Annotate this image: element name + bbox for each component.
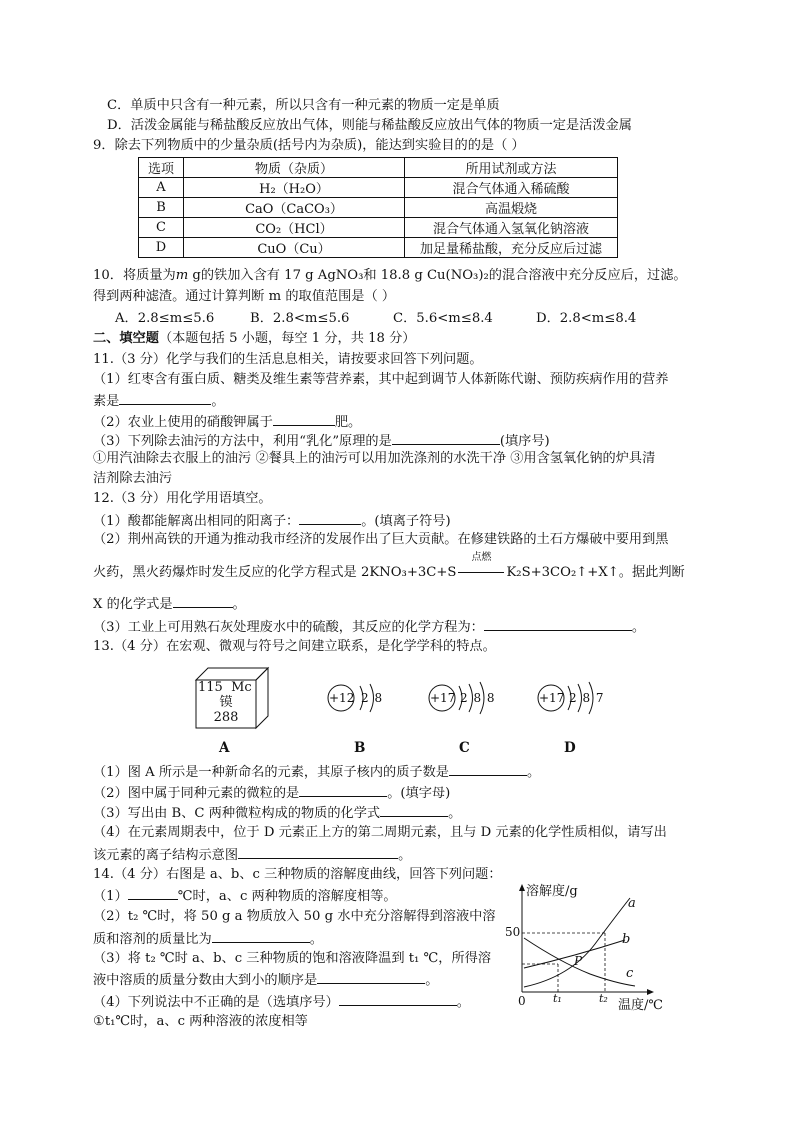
section-heading: 二、填空题（本题包括 5 小题，每空 1 分，共 18 分） — [93, 331, 416, 346]
table-cell: 混合气体通入稀硫酸 — [405, 178, 618, 198]
table-cell: 混合气体通入氢氧化钠溶液 — [405, 218, 618, 238]
q14-part2: （2）t₂ ℃时，将 50 g a 物质放入 50 g 水中充分溶解得到溶液中溶 — [93, 909, 496, 924]
q12-part1: （1）酸都能解离出相同的阳离子： 。(填离子符号) — [93, 511, 451, 531]
x-axis-label: 温度/℃ — [618, 998, 663, 1013]
q13-part4: （4）在元素周期表中，位于 D 元素正上方的第二周期元素，且与 D 元素的化学性质相似，请写出 — [93, 825, 667, 840]
y-tick-50: 50 — [505, 925, 521, 939]
q11-part1: （1）红枣含有蛋白质、糖类及维生素等营养素，其中起到调节人体新陈代谢、预防疾病作用的营养 — [93, 372, 669, 387]
answer-blank — [238, 845, 398, 859]
table-cell: CuO（Cu） — [184, 238, 405, 258]
atomic-mass: 288 — [213, 710, 239, 725]
table-header: 物质（杂质） — [184, 158, 405, 178]
q13-part1: （1）图 A 所示是一种新命名的元素，其原子核内的质子数是 。 — [93, 762, 540, 782]
atomic-number: 115 — [198, 680, 223, 695]
table-cell: 高温煅烧 — [405, 198, 618, 218]
q9-table — [138, 157, 618, 258]
q14-part3: （3）将 t₂ ℃时 a、b、c 三种物质的饱和溶液降温到 t₁ ℃，所得溶 — [93, 951, 492, 966]
curve-a — [524, 898, 630, 987]
q10-option-b: B．2.8<m≤5.6 — [250, 311, 350, 326]
q13-part3: （3）写出由 B、C 两种微粒构成的物质的化学式 。 — [93, 803, 461, 823]
shell-electrons: 2 8 — [361, 691, 384, 705]
reaction-arrow: 点燃 — [456, 564, 506, 582]
shell-electrons: 2 8 7 — [569, 691, 605, 705]
element-symbol: Mc — [231, 680, 252, 695]
table-cell: C — [139, 218, 184, 238]
table-header: 选项 — [139, 158, 184, 178]
q14-option-1: ①t₁℃时，a、c 两种溶液的浓度相等 — [93, 1014, 308, 1029]
answer-blank — [212, 929, 310, 943]
option-c: C．单质中只含有一种元素，所以只含有一种元素的物质一定是单质 — [107, 98, 500, 113]
question-12: 12.（3 分）用化学用语填空。 — [93, 491, 272, 506]
answer-blank — [273, 412, 335, 426]
q13-part4-cont: 该元素的离子结构示意图 。 — [93, 845, 411, 865]
element-card — [194, 666, 270, 730]
q11-options-cont: 洁剂除去油污 — [93, 471, 173, 486]
q11-part3: （3）下列除去油污的方法中，利用“乳化”原理的是 (填序号) — [93, 431, 550, 451]
table-cell: CaO（CaCO₃） — [184, 198, 405, 218]
q11-part2: （2）农业上使用的硝酸钾属于 肥。 — [93, 412, 361, 432]
answer-blank — [299, 783, 387, 797]
question-10-cont: 得到两种滤渣。通过计算判断 m 的取值范围是（ ） — [93, 289, 396, 304]
origin-label: 0 — [518, 994, 526, 1008]
table-cell: A — [139, 178, 184, 198]
atom-diagram — [427, 678, 507, 722]
q14-part3-cont: 液中溶质的质量分数由大到小的顺序是 。 — [93, 970, 438, 990]
table-cell: CO₂（HCl） — [184, 218, 405, 238]
q11-options: ①用汽油除去衣服上的油污 ②餐具上的油污可以用加洗涤剂的水洗干净 ③用含氢氧化钠的炉具清 — [93, 451, 656, 466]
answer-blank — [392, 431, 500, 445]
q10-option-a: A．2.8≤m≤5.6 — [115, 311, 215, 326]
q12-part2-answer: X 的化学式是 。 — [93, 594, 246, 614]
question-14: 14.（4 分）右图是 a、b、c 三种物质的溶解度曲线，回答下列问题： — [93, 867, 502, 882]
answer-blank — [380, 803, 448, 817]
q12-equation-line: 火药，黑火药爆炸时发生反应的化学方程式是 2KNO₃+3C+S 点燃 K₂S+3CO₂↑+X↑。据此判断 — [93, 552, 685, 580]
figure-label-a: A — [219, 740, 230, 756]
element-name: 镆 — [219, 695, 233, 710]
figure-label-c: C — [459, 740, 470, 756]
answer-blank — [317, 970, 425, 984]
option-d: D．活泼金属能与稀盐酸反应放出气体，则能与稀盐酸反应放出气体的物质一定是活泼金属 — [107, 118, 632, 133]
figure-label-b: B — [354, 740, 366, 756]
point-p-label: P — [574, 954, 583, 968]
answer-blank — [449, 762, 527, 776]
answer-blank — [484, 617, 632, 631]
figure-label-d: D — [564, 740, 576, 756]
table-cell: 加足量稀盐酸，充分反应后过滤 — [405, 238, 618, 258]
answer-blank — [299, 511, 361, 525]
shell-electrons: 2 8 8 — [460, 691, 496, 705]
q11-part1-cont: 素是 。 — [93, 391, 225, 411]
q14-part2-cont: 质和溶剂的质量比为 。 — [93, 929, 323, 949]
curve-c-label: c — [626, 966, 634, 981]
answer-blank — [128, 886, 178, 900]
curve-a-label: a — [628, 896, 636, 911]
question-10: 10．将质量为m g的铁加入含有 17 g AgNO₃和 18.8 g Cu(NO₃)₂的混合溶液中充分反应后，过滤。 — [93, 268, 687, 283]
t2-label: t₂ — [599, 992, 608, 1005]
q12-part2: （2）荆州高铁的开通为推动我市经济的发展作出了巨大贡献。在修建铁路的土石方爆破中要用到黑 — [93, 532, 669, 547]
answer-blank — [339, 992, 457, 1006]
t1-label: t₁ — [553, 992, 562, 1005]
q10-option-d: D．2.8<m≤8.4 — [536, 311, 637, 326]
atom-diagram — [536, 678, 616, 722]
question-13: 13.（4 分）在宏观、微观与符号之间建立联系，是化学学科的特点。 — [93, 639, 496, 654]
q14-part1: （1） ℃时，a、c 两种物质的溶解度相等。 — [93, 886, 397, 906]
table-cell: D — [139, 238, 184, 258]
answer-blank — [119, 391, 211, 405]
table-cell: B — [139, 198, 184, 218]
table-header: 所用试剂或方法 — [405, 158, 618, 178]
nucleus-charge: +17 — [430, 691, 456, 705]
curve-b-label: b — [622, 932, 631, 947]
question-9: 9．除去下列物质中的少量杂质(括号内为杂质)，能达到实验目的的是（ ） — [93, 138, 525, 153]
nucleus-charge: +17 — [539, 691, 565, 705]
solubility-graph — [500, 882, 680, 1012]
nucleus-charge: +12 — [329, 691, 355, 705]
y-axis-label: 溶解度/g — [526, 884, 578, 899]
q10-option-c: C．5.6<m≤8.4 — [393, 311, 493, 326]
atom-diagram — [326, 678, 396, 722]
q13-part2: （2）图中属于同种元素的微粒的是 。(填字母) — [93, 783, 450, 803]
table-cell: H₂（H₂O） — [184, 178, 405, 198]
q12-part3: （3）工业上可用熟石灰处理废水中的硫酸，其反应的化学方程为： 。 — [93, 617, 645, 637]
question-11: 11.（3 分）化学与我们的生活息息相关，请按要求回答下列问题。 — [93, 352, 483, 367]
q14-part4: （4）下列说法中不正确的是（选填序号） 。 — [93, 992, 470, 1012]
answer-blank — [173, 594, 233, 608]
